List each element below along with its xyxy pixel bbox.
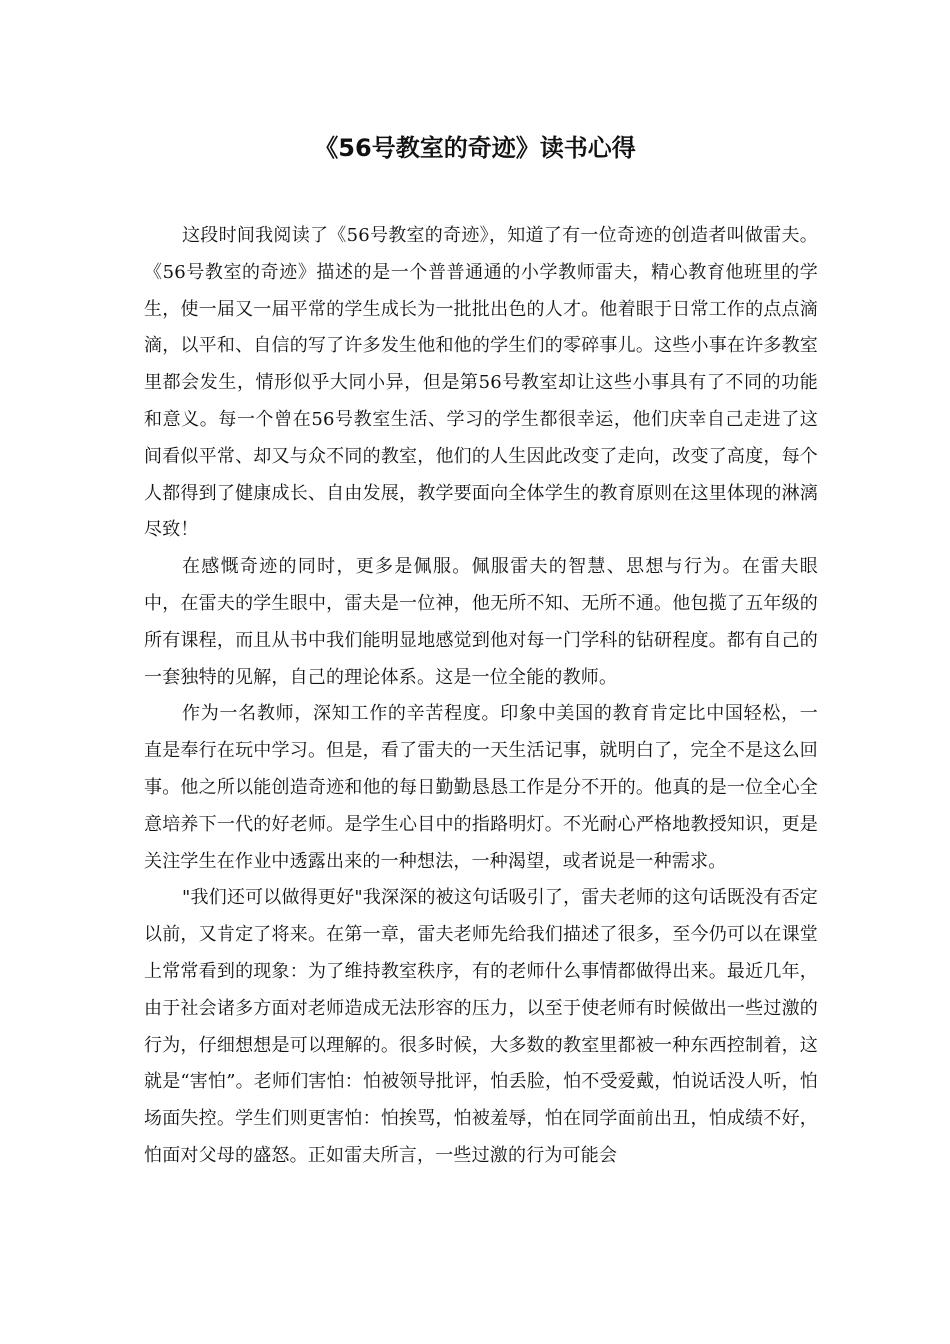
paragraph-4: "我们还可以做得更好"我深深的被这句话吸引了，雷夫老师的这句话既没有否定以前，又肯定了将来。在第一章，雷夫老师先给我们描述了很多，至今仍可以在课堂上常常看到的现象：为了维持教室秩序，有的老师什么事情都做得出来。最近几年，由于社会诸多方面对老师造成无法形容的压力，以至于使老师有时候做出一些过激的行为，仔细想想是可以理解的。很多时候，大多数的教室里都被一种东西控制着，这就是“害怕”。老师们害怕：怕被领导批评，怕丢脸，怕不受爱戴，怕说话没人听，怕场面失控。学生们则更害怕：怕挨骂，怕被羞辱，怕在同学面前出丑，怕成绩不好，怕面对父母的盛怒。正如雷夫所言，一些过激的行为可能会	[144, 887, 819, 1166]
paragraph-2: 在感慨奇迹的同时，更多是佩服。佩服雷夫的智慧、思想与行为。在雷夫眼中，在雷夫的学生眼中，雷夫是一位神，他无所不知、无所不通。他包揽了五年级的所有课程，而且从书中我们能明显地感觉到他对每一门学科的钻研程度。都有自己的一套独特的见解，自己的理论体系。这是一位全能的教师。	[144, 556, 818, 688]
paragraph-1: 这段时间我阅读了《56号教室的奇迹》，知道了有一位奇迹的创造者叫做雷夫。《56号教室的奇迹》描述的是一个普普通通的小学教师雷夫，精心教育他班里的学生，使一届又一届平常的学生成长为一批批出色的人才。他着眼于日常工作的点点滴滴，以平和、自信的写了许多发生他和他的学生们的零碎事儿。这些小事在许多教室里都会发生，情形似乎大同小异，但是第56号教室却让这些小事具有了不同的功能和意义。每一个曾在56号教室生活、学习的学生都很幸运，他们庆幸自己走进了这间看似平常、却又与众不同的教室，他们的人生因此改变了走向，改变了高度，每个人都得到了健康成长、自由发展，教学要面向全体学生的教育原则在这里体现的淋漓尽致！	[144, 225, 818, 541]
paragraph-3: 作为一名教师，深知工作的辛苦程度。印象中美国的教育肯定比中国轻松，一直是奉行在玩中学习。但是，看了雷夫的一天生活记事，就明白了，完全不是这么回事。他之所以能创造奇迹和他的每日勤勤恳恳工作是分不开的。他真的是一位全心全意培养下一代的好老师。是学生心目中的指路明灯。不光耐心严格地教授知识，更是关注学生在作业中透露出来的一种想法，一种渴望，或者说是一种需求。	[144, 703, 818, 872]
document-body	[144, 218, 818, 1175]
document-title: 《56号教室的奇迹》读书心得	[314, 134, 636, 162]
